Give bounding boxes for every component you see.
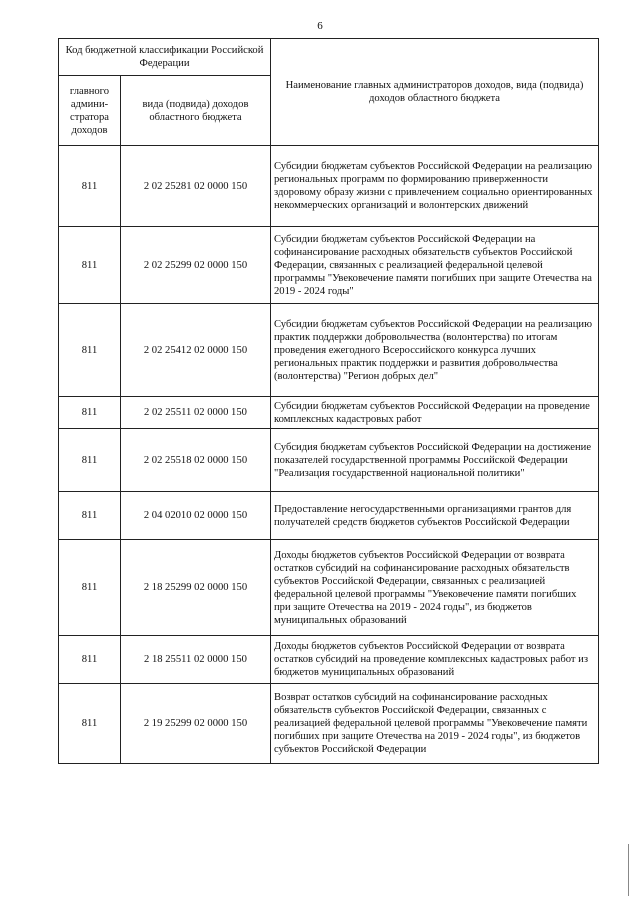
income-code-cell: 2 02 25412 02 0000 150 (121, 304, 271, 397)
income-name-cell: Субсидии бюджетам субъектов Российской Федерации на реализацию практик поддержки добровольчества (волонтерства) по итогам проведения ежегодного Всероссийского конкурса лучших региональных практик поддержки и развития добровольчества (волонтерства) "Регион добрых дел" (271, 304, 599, 397)
table-row (59, 227, 599, 304)
admin-code-cell: 811 (59, 636, 121, 684)
table-row (59, 397, 599, 429)
admin-code-cell: 811 (59, 492, 121, 540)
table-row (59, 429, 599, 492)
income-name-cell: Субсидии бюджетам субъектов Российской Федерации на реализацию региональных программ по формированию приверженности здоровому образу жизни с привлечением социально ориентированных некоммерческих организаций и волонтерских движений (271, 146, 599, 227)
admin-code-cell: 811 (59, 146, 121, 227)
header-row (59, 39, 599, 76)
header-main-administrator: главного админи-стратора доходов (59, 76, 121, 146)
admin-code-cell: 811 (59, 684, 121, 764)
income-name-cell: Возврат остатков субсидий на софинансирование расходных обязательств субъектов Российской Федерации, связанных с реализацией федеральной целевой программы "Увековечение памяти погибших при защите Отечества на 2019 - 2024 годы", из бюджетов субъектов Российской Федерации (271, 684, 599, 764)
table-row (59, 146, 599, 227)
income-code-cell: 2 02 25518 02 0000 150 (121, 429, 271, 492)
income-code-cell: 2 02 25511 02 0000 150 (121, 397, 271, 429)
income-code-cell: 2 18 25299 02 0000 150 (121, 540, 271, 636)
scan-margin-line (628, 844, 629, 896)
income-name-cell: Предоставление негосударственными организациями грантов для получателей средств бюджетов субъектов Российской Федерации (271, 492, 599, 540)
table-row (59, 684, 599, 764)
table-row (59, 540, 599, 636)
income-name-cell: Доходы бюджетов субъектов Российской Федерации от возврата остатков субсидий на софинансирование расходных обязательств субъектов Российской Федерации, связанных с реализацией федеральной целевой программы "Увековечение памяти погибших при защите Отечества на 2019 - 2024 годы", из бюджетов муниципальных образований (271, 540, 599, 636)
income-code-cell: 2 19 25299 02 0000 150 (121, 684, 271, 764)
page-number: 6 (317, 20, 323, 32)
table-row (59, 492, 599, 540)
admin-code-cell: 811 (59, 397, 121, 429)
income-name-cell: Субсидия бюджетам субъектов Российской Федерации на достижение показателей государственной программы Российской Федерации "Реализация государственной национальной политики" (271, 429, 599, 492)
header-classification-code: Код бюджетной классификации Российской Федерации (59, 39, 271, 76)
income-name-cell: Субсидии бюджетам субъектов Российской Федерации на проведение комплексных кадастровых работ (271, 397, 599, 429)
income-code-cell: 2 18 25511 02 0000 150 (121, 636, 271, 684)
income-code-cell: 2 04 02010 02 0000 150 (121, 492, 271, 540)
income-code-cell: 2 02 25299 02 0000 150 (121, 227, 271, 304)
admin-code-cell: 811 (59, 429, 121, 492)
table-row (59, 304, 599, 397)
admin-code-cell: 811 (59, 540, 121, 636)
budget-classification-table (58, 38, 599, 764)
income-name-cell: Субсидии бюджетам субъектов Российской Федерации на софинансирование расходных обязательств субъектов Российской Федерации, связанных с реализацией федеральной целевой программы "Увековечение памяти погибших при защите Отечества на 2019 - 2024 годы" (271, 227, 599, 304)
header-income-type: вида (подвида) доходов областного бюджета (121, 76, 271, 146)
income-code-cell: 2 02 25281 02 0000 150 (121, 146, 271, 227)
income-name-cell: Доходы бюджетов субъектов Российской Федерации от возврата остатков субсидий на проведение комплексных кадастровых работ из бюджетов муниципальных образований (271, 636, 599, 684)
header-administrator-name: Наименование главных администраторов доходов, вида (подвида) доходов областного бюджета (271, 39, 599, 146)
table-row (59, 636, 599, 684)
admin-code-cell: 811 (59, 227, 121, 304)
admin-code-cell: 811 (59, 304, 121, 397)
